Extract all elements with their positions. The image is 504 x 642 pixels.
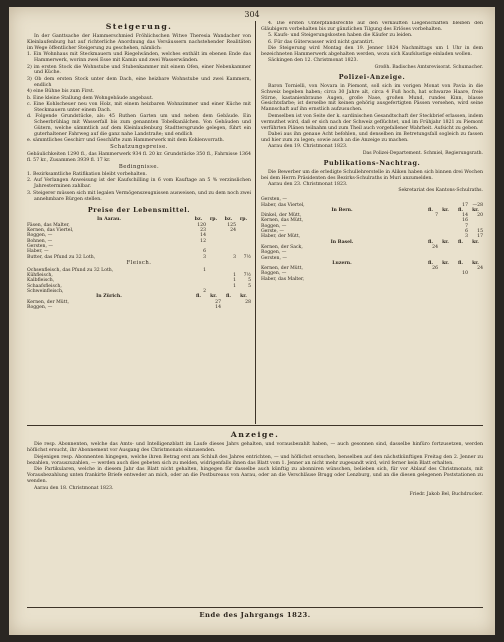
bedingnis-item: 1. Bezirksamtliche Ratifikation bleibt vorbehalten.	[27, 171, 148, 177]
steigerung-item: 4) eine Bühne bis zum First.	[27, 89, 95, 95]
commodity-label: Fäsen, das Malter,	[27, 222, 70, 228]
bedingnis-item: 6. Für das Güterwasser wird nicht garantirt.	[268, 39, 375, 45]
price-cell	[221, 305, 236, 310]
price-cell	[191, 305, 206, 310]
unit-header: fl.	[458, 207, 463, 213]
unit-header: fl.	[458, 260, 463, 266]
footer-rule	[27, 607, 483, 608]
unit-header: bz.	[224, 217, 233, 223]
commodity-label: Roggen, —	[27, 233, 53, 239]
dateline: Aarau den 23. Christmonat 1823.	[268, 181, 348, 187]
dateline: Aarau den 18. Christmonat 1823.	[34, 485, 114, 491]
price-cell: 3	[465, 234, 468, 240]
price-cell: —28	[472, 202, 483, 208]
price-cell: 15	[477, 229, 483, 235]
schatzung-title: Schatzungspreise.	[110, 144, 168, 151]
anzeige-paragraph: Die resp. Abonnenten, welche das Amts- und Intelligenzblatt im Laufe dieses Jahrs gehalten, und vorausbezahlt haben, — auch gesonnen sind, dasselbe hinfüro fortzusetzen, werden höflichst ersucht, ihr Abonnement vor Ausgang des Christmonats einzusenden.	[27, 442, 483, 453]
table-row	[27, 305, 251, 310]
price-table-fleisch	[27, 268, 251, 294]
commodity-label: Haber, —	[27, 249, 49, 255]
anzeige-paragraph: Die Partikularen, welche in diesem Jahr das Blatt nicht gehalten, hingegen für dasselbe auch künftig zu abonniren wünschen, belieben sich, für vor Ablauf des Christmonats, mit Vorausbezahlung unten frankirte Briefe entweder an mich, oder an die Postbureaus von Aarau, oder an die Verschläuse Brugg oder Lenzburg, und an die diesen gelegenen Poststationen zu wenden.	[27, 467, 483, 484]
unit-header: bz.	[194, 217, 203, 223]
bedingnis-item: 4. Die ersten Unterpfandsrechte auf den verkauften Liegenschaften bleiben den Gläubigern vorbehalten bis zur gänzlichen Tilgung des Erlöses vorbehalten.	[261, 21, 483, 32]
publikations-title: Publikations-Nachtrag.	[323, 158, 421, 167]
commodity-label: Roggen, —	[261, 223, 287, 229]
price-table-zuerich	[27, 294, 251, 310]
price-cell: 14	[462, 213, 468, 219]
place-label: Luzern.	[332, 260, 352, 266]
bedingnis-item: 2. Auf Verlangen Anweisung ist der Kaufschilling in 6 vom Kauftage an 5 % verzinslichen Jahresterminen zahlbar.	[27, 178, 251, 190]
steigerung-item: c. Eine Kohlscheuer neu von Holz, mit einem heizbaren Wohnzimmer und einer Küche mit Steckmauern unter einem Dach.	[27, 101, 251, 113]
commodity-label: Kernen, der Mütt,	[27, 299, 69, 305]
price-cell: 14	[200, 233, 206, 239]
bedingnis-item: 5. Kaufs- und Steigerungskosten haben die Käufer zu leiden.	[268, 33, 413, 39]
price-cell: 120	[197, 222, 206, 228]
price-table-aarau	[27, 217, 251, 259]
price-cell: 3	[233, 254, 236, 260]
price-cell: 1	[233, 273, 236, 279]
page-number: 304	[244, 10, 260, 19]
unit-header: fl.	[226, 294, 231, 300]
steigerung-title: Steigerung.	[105, 22, 173, 31]
price-cell: 26	[432, 266, 438, 272]
commodity-label: Kernen, der Sack,	[261, 244, 303, 250]
steigerung-item: e. sämmtliches Geschirr und Geschäfte zum Hammerwerk mit dem Kohlenvorrath.	[27, 138, 225, 144]
price-cell: 125	[227, 222, 236, 228]
price-cell: 24	[230, 228, 236, 234]
steigerung-item: 2) im ersten Stock die Wohnstube und Stubenkammer mit einem Ofen, einer Nebenkammer und Küche.	[27, 64, 251, 76]
place-label: In Zürich.	[96, 294, 122, 300]
commodity-label: Bohnen, —	[27, 238, 53, 244]
left-column	[27, 21, 251, 310]
price-cell: 3	[203, 254, 206, 260]
signature: Großh. Badisches Amtsrevisorat. Schumacher.	[374, 64, 483, 70]
fleisch-title: Fleisch.	[126, 259, 152, 266]
commodity-label: Roggen, —	[27, 304, 53, 310]
price-cell: 14	[215, 304, 221, 310]
unit-header: kr.	[472, 207, 479, 213]
signature: Das Polizei-Departement. Schmiel, Regierungsrath.	[362, 150, 483, 156]
price-cell: 1	[203, 267, 206, 273]
price-cell: 5	[248, 278, 251, 284]
price-cell	[438, 277, 453, 282]
commodity-label: Kühfleisch,	[27, 273, 53, 279]
place-label: In Basel.	[330, 239, 354, 245]
price-cell: 1	[233, 283, 236, 289]
schatzung-text: Gebäulichkeiten 1290 fl., das Hammerwerk 934 fl. 20 kr. Grundstücke 350 fl., Fahrnisse 1364 fl. 57 kr., Zusammen 3939 fl. 17 kr.	[27, 152, 251, 164]
price-table-basel	[261, 240, 483, 261]
newspaper-page	[9, 7, 495, 635]
price-cell: 7	[435, 213, 438, 219]
column-divider	[255, 21, 256, 424]
commodity-label: Kernen, das Mütt,	[261, 218, 304, 224]
price-cell: 17	[477, 234, 483, 240]
price-cell: 23	[200, 228, 206, 234]
commodity-label: Schaafsfleisch,	[27, 283, 62, 289]
price-cell: 24	[477, 266, 483, 272]
steigerung-item: b. Eine kleine Stallung dem Wohngebäude angebaut.	[27, 95, 154, 101]
price-cell: 16	[462, 218, 468, 224]
price-cell	[423, 277, 438, 282]
place-label: In Bern.	[331, 207, 353, 213]
commodity-label: Gersten, —	[261, 255, 287, 261]
price-table-luzern	[261, 261, 483, 282]
unit-header: fl.	[428, 260, 433, 266]
steigerung-intro: In der Ganttsache der Hammerschmied Fröhlichschen Witwe Theresia Wandacher von Kleinlaufenburg hat auf richterliche Anordnung das Versäussern nachstehender Realitäten im Wege öffentlicher Steigerung zu geschehen, nämlich:	[27, 34, 251, 51]
commodity-label: Roggen, —	[261, 250, 287, 256]
price-cell: 6	[203, 249, 206, 255]
steigerung-item: d. Folgende Grundstücke, als: 45 Ruthen Garten um und neben dem Gebäude. Ein Scheerbrühlag mit Wasserfall bis zum genannten Tobelkanälchen. Von Gebäuden und Gütern, welche sämmtlich auf dem Kleinlaufenburg Stadttersgrunde gelegen, führt ein guterhaltener Fahrweg auf die ganz nahe Landstraße; und endlich	[27, 114, 251, 137]
price-table-bern	[261, 208, 483, 240]
dateline: Aarau den 19. Christmonat 1823.	[268, 144, 348, 150]
commodity-label: Gerste, —	[261, 229, 285, 235]
price-cell: 27	[215, 299, 221, 305]
commodity-label: Haber, das Viertel,	[261, 202, 305, 208]
unit-header: fl.	[428, 207, 433, 213]
price-cell	[206, 255, 221, 260]
unit-header: kr.	[442, 260, 449, 266]
section-rule	[27, 425, 483, 426]
right-column	[261, 21, 483, 282]
commodity-label: Schweinfleisch,	[27, 288, 64, 294]
unit-header: fl.	[428, 239, 433, 245]
price-cell: 7½	[243, 254, 251, 260]
price-cell: 2	[203, 288, 206, 294]
polizei-title: Polizei-Anzeige.	[338, 72, 406, 81]
unit-header: kr.	[472, 260, 479, 266]
dateline: Säckingen den 12. Christmonat 1823.	[268, 58, 359, 64]
commodity-label: Kernen, der Mütt,	[261, 266, 303, 272]
commodity-label: Ochsenfleisch, das Pfund zu 32 Loth,	[27, 267, 114, 273]
price-cell: 1	[233, 278, 236, 284]
price-cell: 12	[200, 238, 206, 244]
footer-end-note: Ende des Jahrgangs 1823.	[199, 611, 311, 619]
steigerung-item: 3) Ob dem ersten Stock unter dem Dach, eine heizbare Wohnstube und zwei Kammern, endlich	[27, 76, 251, 88]
anzeige-title: Anzeige.	[230, 430, 280, 439]
commodity-label: Kalbfleisch,	[27, 278, 55, 284]
bedingnis-item: 3. Steigerer müssen sich mit legalen Vermögenszeugnissen ausweisen, und zu dem noch zwei annehmbare Bürgen stellen.	[27, 190, 251, 202]
table-row	[261, 277, 483, 282]
price-cell	[468, 277, 483, 282]
unit-header: fl.	[458, 239, 463, 245]
unit-header: kr.	[472, 239, 479, 245]
steigerung-date-text: Die Steigerung wird Montag den 19. Jenner 1824 Nachmittags um 1 Uhr in dem bezeichneten Hammerwerk abgehalten werden, wozu sich Kaufslustige einladen wollen.	[261, 46, 483, 58]
commodity-label: Gersten, —	[261, 197, 287, 203]
polizei-text: Dabei aus ihn genaue Acht befohlen, und denselben im Betretungsfall sogleich zu fassen und hier zum zu legen; sowie auch an die Anzeige zu machen.	[261, 132, 483, 143]
polizei-text: Demselben ist von Seite der k. sardinischen Gesandtschaft der Steckbrief erlassen, indem vermuthet wird, daß er sich nach der Schweiz geflüchtet, und im Frühjahr 1821 zu Piemont verführten Plänen teilnahm und zum Theil auch vorgefallener Wahrheit. Aufsicht zu geben.	[261, 113, 483, 131]
price-cell: 7½	[243, 273, 251, 279]
commodity-label: Roggen, —	[261, 271, 287, 277]
unit-header: kr.	[210, 294, 217, 300]
price-cell: 6	[465, 229, 468, 235]
price-cell: 24	[432, 244, 438, 250]
place-label: In Aarau.	[97, 217, 121, 223]
unit-header: kr.	[240, 294, 247, 300]
price-cell	[236, 305, 251, 310]
commodity-label: Kernen, das Viertel,	[27, 228, 74, 234]
unit-header: rp.	[239, 217, 248, 223]
bedingnisse-title: Bedingnisse.	[118, 164, 160, 171]
commodity-label: Dinkel, der Mütt,	[261, 213, 302, 219]
price-cell: 28	[245, 299, 251, 305]
anzeige-paragraph: Diejenigen resp. Abonnenten hingegen, welche ihren Betrag erst am Schluß des Jahres entrichten, — und höflichst ersuchen, benselben auf den nächstkünftigen Freitag den 2. Jenner zu bezahlen, vorauszuzahlen, — werden auch dies gebeten sich zu melden, widrigenfalls ihnen das Blatt vom 1. Jenner an nicht mehr zugesandt wird, wird ferner kein Blatt erhalten.	[27, 454, 483, 466]
price-cell: 7	[465, 223, 468, 229]
unit-header: kr.	[442, 239, 449, 245]
price-table-top	[261, 197, 483, 208]
signature: Sekretariat des Kantons-Schulraths.	[398, 188, 483, 194]
anzeige-section	[27, 429, 483, 498]
preise-title: Preise der Lebensmittel.	[87, 206, 191, 215]
steigerung-item: 1. Ein Wohnhaus mit Steckmauern und Riegelwänden, welches enthält im ebenen Ende das Hammerwerk, worinn zwei Esse mit Kamin und zwei Wasserwänden.	[27, 52, 251, 64]
unit-header: fl.	[196, 294, 201, 300]
polizei-text: Baron Tornielli, von Novara in Piemont, soll sich im vorigen Monat von Pavia in die Schweiz begeben haben; circa 30 Jahre alt, circa 4 Fuß hoch, hat schwarze Haare, freie Stirne, kastanienbraune Augen, große Nase, großen Mund, rundes Kinn, blasse Gesichtsfarbe; ist derselbe mit keinen gehörig ausgefertigten Pässen versehen, wird seine Mannschaft auf ihn ernstlich aufzusuchen.	[261, 83, 483, 113]
unit-header: kr.	[442, 207, 449, 213]
price-cell: 17	[462, 202, 468, 208]
price-cell	[453, 277, 468, 282]
price-cell: 10	[462, 271, 468, 277]
price-cell: 20	[477, 213, 483, 219]
commodity-label: Butter, das Pfund zu 32 Loth,	[27, 254, 96, 260]
commodity-label: Haber, das Malter,	[261, 276, 305, 282]
signature: Friedr. Jakob Bel, Buchdrucker.	[409, 492, 483, 497]
commodity-label: Haber, der Mütt,	[261, 234, 301, 240]
commodity-label: Gersten, —	[27, 243, 53, 249]
price-cell: 5	[248, 283, 251, 289]
unit-header: rp.	[209, 217, 218, 223]
publikations-text: Die Bewerber um die erledigte Schullehrerstelle in Aliken haben sich binnen drei Wochen bei dem Herrn Präsidenten des Bezirks-Schulraths in Muri anzumelden.	[261, 169, 483, 181]
